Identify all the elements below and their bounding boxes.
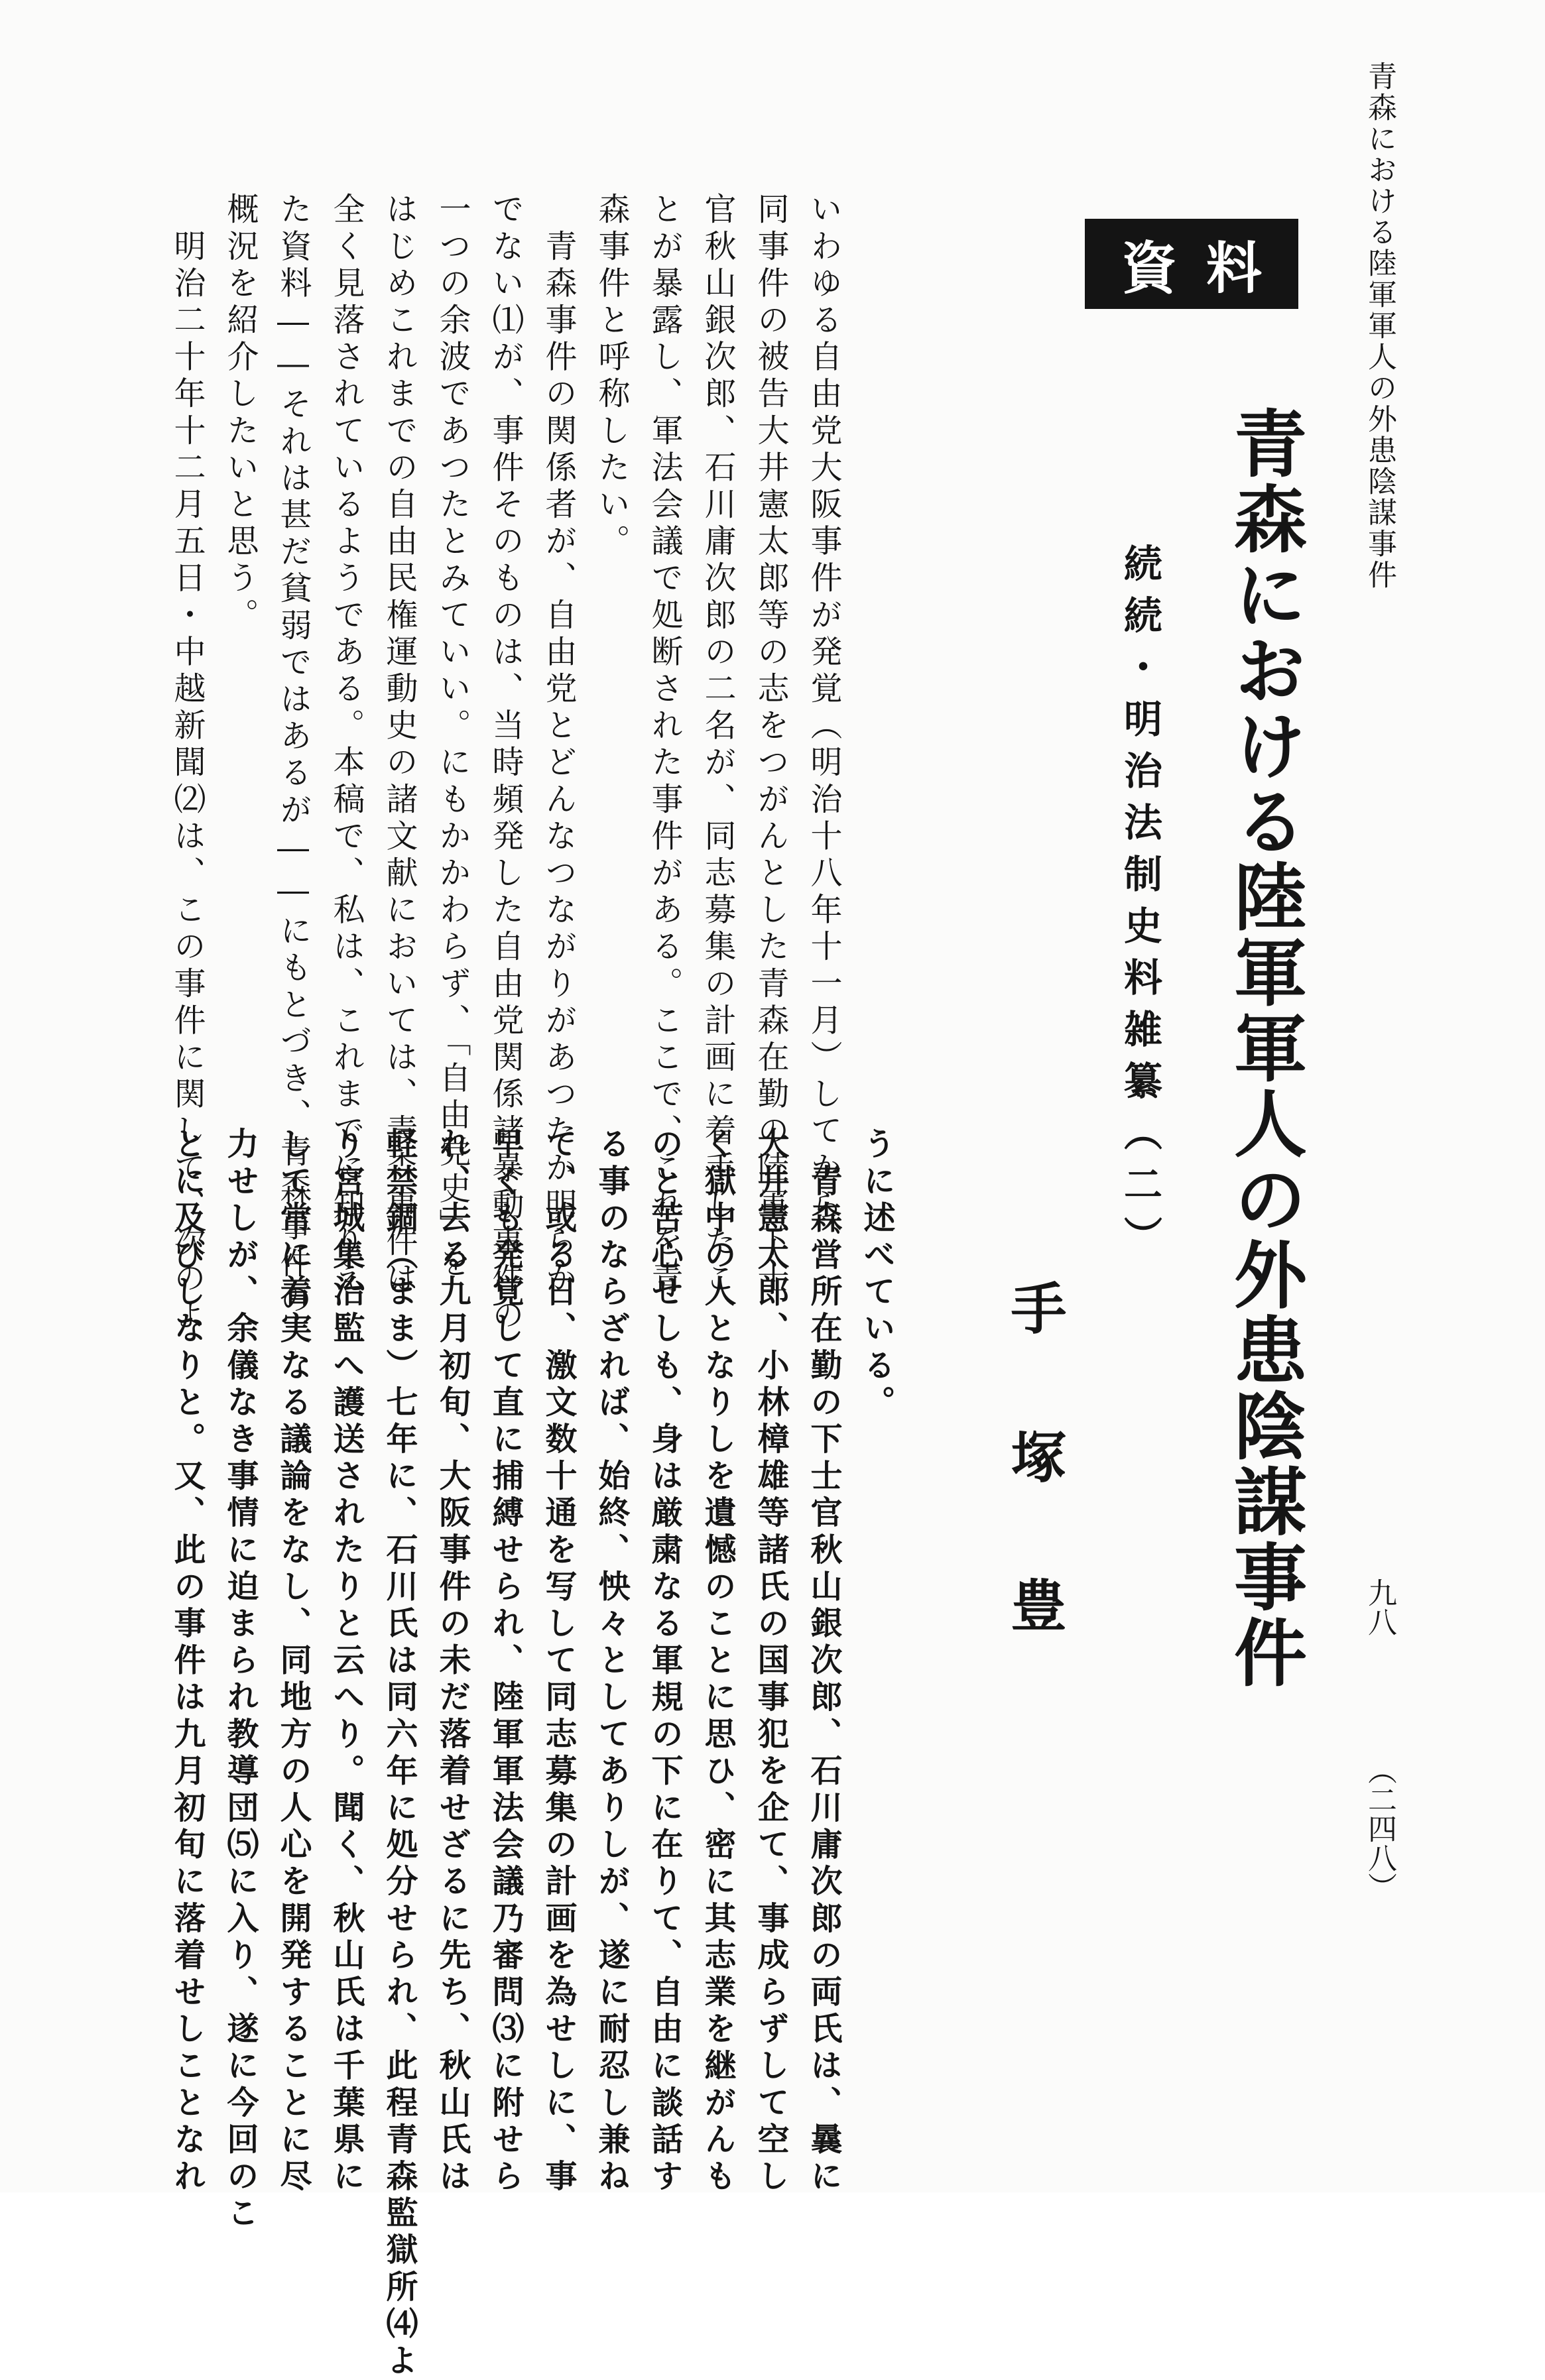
article-subtitle: 続続・明治法制史料雑纂（二） — [1117, 544, 1162, 1268]
body-column: でない⑴が、事件そのものは、当時頻発した自由党関係諸暴動事件の — [487, 192, 524, 1335]
quote-column: とに及びしなりと。又、此の事件は九月初旬に落着せしことなれ — [168, 1127, 206, 2196]
body-column: 青森事件の関係者が、自由党とどんなつながりがあつたか明らか — [540, 192, 577, 1298]
body-column: とが暴露し、軍法会議で処断された事件がある。ここで、これを青 — [646, 192, 683, 1298]
body-column: いわゆる自由党大阪事件が発覚（明治十八年十一月）してから、 — [805, 192, 842, 1262]
quote-column: り宮城集治監へ護送されたりと云へり。聞く、秋山氏は千葉県に — [328, 1127, 365, 2196]
quote-column: る事のならざれば、始終、怏々としてありしが、遂に耐忍し兼ね — [593, 1127, 630, 2196]
quote-column: うに述べている。 — [858, 1127, 895, 1422]
body-column: 明治二十年十二月五日・中越新聞⑵は、この事件に関して、次のよ — [168, 192, 206, 1335]
quote-column: 力せしが、余儀なき事情に迫まられ教導団⑸に入り、遂に今回のこ — [221, 1127, 259, 2233]
article-title: 青森における陸軍軍人の外患陰謀事件 — [1222, 406, 1308, 1691]
quote-column: のと苦心せしも、身は厳粛なる軍規の下に在りて、自由に談話す — [646, 1127, 683, 2196]
quote-column: 青森営所在勤の下士官秋山銀次郎、石川庸次郎の両氏は、曩に — [805, 1127, 842, 2196]
page-number-paren: （二四八） — [1363, 1755, 1396, 1901]
body-column: 森事件と呼称したい。 — [593, 192, 630, 561]
quote-column: 大井憲太郎、小林樟雄等諸氏の国事犯を企て、事成らずして空し — [752, 1127, 789, 2196]
quote-column: て、或る日、激文数十通を写して同志募集の計画を為せしに、事 — [540, 1127, 577, 2196]
body-column: はじめこれまでの自由民権運動史の諸文献においては、青森事件は — [381, 192, 418, 1298]
body-column: た資料――それは甚だ貧弱ではあるが――にもとづき、青森事件の — [275, 192, 312, 1319]
body-column: 同事件の被告大井憲太郎等の志をつがんとした青森在勤の陸軍下士 — [752, 192, 789, 1298]
quote-column: 早くも発覚して直に捕縛せられ、陸軍軍法会議乃審問⑶に附せら — [487, 1127, 524, 2196]
quote-column: れ、去る九月初旬、大阪事件の未だ落着せざるに先ち、秋山氏は — [434, 1127, 471, 2196]
author-name: 手塚豊 — [1002, 1279, 1068, 1725]
body-column: 一つの余波であつたとみていい。にもかかわらず、「自由党史」を — [434, 192, 471, 1282]
body-column: 概況を紹介したいと思う。 — [221, 192, 259, 635]
body-column: 全く見落されているようである。本稿で、私は、これまでに知りえ — [328, 192, 365, 1298]
quote-column: 軽禁錮（まま）七年に、石川氏は同六年に処分せられ、此程青森監獄所⑷よ — [381, 1127, 418, 2380]
body-column: 官秋山銀次郎、石川庸次郎の二名が、同志募集の計画に着手したこ — [699, 192, 736, 1298]
running-head: 青森における陸軍軍人の外患陰謀事件 — [1363, 61, 1396, 591]
quote-column: して常に着実なる議論をなし、同地方の人心を開発することに尽 — [275, 1127, 312, 2196]
section-label: 資料 — [1085, 219, 1298, 309]
quote-column: く獄中の人となりしを遺憾のことに思ひ、密に其志業を継がんも — [699, 1127, 736, 2196]
page-number: 九八 — [1363, 1578, 1396, 1636]
